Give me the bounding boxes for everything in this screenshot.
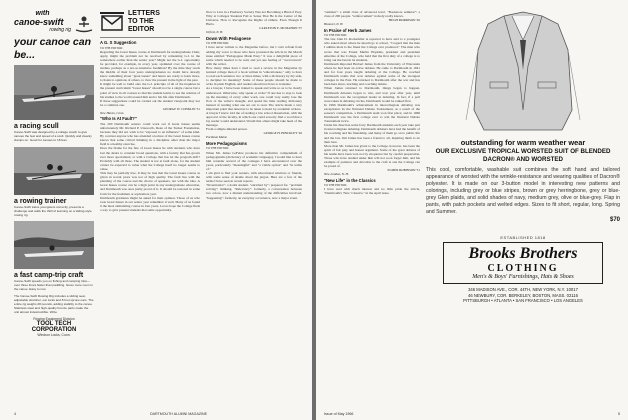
letter-col3a: Now to Live in a Predatory Society Was not Becoming a Bind of Prey. Why at Colleges Students Fail to Sense That He Is the Center of the Universe. How to Recognize the Rights of Others. Even Though It Hurts.: [206, 10, 302, 27]
to-editor-2: TO THE EDITOR:: [206, 41, 229, 46]
to-editor-3: TO THE EDITOR:: [206, 146, 229, 151]
letter-p20: Under his direction some forty Dartmouth students each year take part in intercollegiate debating. Dartmouth debaters have had the benefit of his coaching and his friendship, and many of them go on to public life and the law. Jim James has been a friend to all, inspiring them to do their best.: [324, 123, 420, 144]
canoe-ad-header: [14, 10, 94, 33]
heading-new-life: "New Life" in the Classics: [324, 177, 376, 183]
letter-p13: When Mr. James LeFebre produces his definitive compendium of pedagoguisms (dictionary of academic language), I would like to have him consider several of the coinages I have encountered over the years, particularly "meaningful" and "a viable option" and "in terms of.": [206, 150, 302, 171]
canoe-ad-brand: canoe-swift: [14, 17, 64, 27]
canoe-ad-details: The Canoe-Swift Rowing Rig includes a sliding seat, adjustable stretcher, oar locks and 8 foot spruce oars. The entire rig weighs 28 pounds, adding stability to the canoe. Stainless steel and high-quality bronze parts make the unit almost indestructible. Write: [14, 294, 94, 314]
right-page-number: 5: [618, 412, 620, 416]
brand-clothing: CLOTHING: [487, 263, 559, 274]
letter-p22: I have read with much interest and no little pride the article, "Dartmouth's 'New' Classics," in the April issue.: [324, 187, 420, 196]
canoe-ad-dept: Rowing Equipment Division: [33, 316, 75, 321]
camp-trip-text: Canoe-Swift speeds you on fishing and camping trips—over three times faster than paddling. Gives more room in the canoe. Easy to row.: [14, 279, 93, 292]
letter-p4: The 200 Dartmouth seniors could work out if Great Issues seems unfortunately Mr. Richard P. Unsworth, Dean of the Tucker Foundation, because they did not wish to be "exposed to an influence" of some kind. By contrast anyone who has attended a lecture of the Great Issues course knows that some critical thinking in a discipline other than his major field is a healthy exercise.: [100, 121, 200, 147]
letters-column-3: [324, 10, 420, 405]
letter-col1-top: "seminar": a small class of advanced level. "Bookstore seminar": a class of 200 people. "reinforcement" nobody really knows.: [324, 10, 420, 19]
letter-p17: Dartmouth imported Herbert James from the University of Wisconsin where he had been an active debater. He came to Dartmouth in 1941 and for four years taught debating at the College. He coached Dartmouth teams that won debates against some of the strongest colleges in the East. He returned to Dartmouth after the war and has been here since, teaching and coaching debate.: [324, 61, 420, 87]
racing-scull-text: Canoe-Swift was designed by a college coach to give canoes the feel and speed of a scull. Quickly and cleanly clamps on. Good for canoes to 18 feet.: [14, 130, 92, 142]
letter-p1: Regarding the Great Issues course at Dartmouth for undergraduate Chair, apply, might the problem not be resolved by reinstating G.I. in the somewhere earlier than the senior year? Might not the G.I. opportunity be provided, for example, in every year, sprinkled over the course of studies, perhaps as a not-so-intensive freshman? By the time they reach the middle of their four years undergraduates no doubt have already know something about "great issues" and hence are ready to learn more, to listen to opinions of others, to view the present in the light of the past.: [100, 49, 200, 83]
to-editor-5: TO THE EDITOR:: [324, 183, 347, 188]
racing-scull-title: a racing scull: [14, 123, 59, 130]
letters-column-1: [100, 10, 200, 405]
letter-p3: If these suggestions could be carried out the student viewpoint may not be a common one.: [100, 98, 200, 107]
established-label: ESTABLISHED 1818: [500, 235, 546, 240]
city-1: New Haven, Conn.: [100, 110, 125, 115]
signature-2: CARLETON E. MCMAHON '37: [259, 26, 302, 31]
letter-p6: This may be partially true. It may be true that the Great Issues course as given in recent years was not of high quality. The fault lies with the planning of the course and the choice of speakers, not with the idea. A Great Issues course can be a high point in any undergraduate education, and Dartmouth was once justly proud of it. It should be restored in some form for the freshman or sophomore year.: [100, 171, 200, 196]
racing-scull-photo: [14, 65, 94, 120]
letter-p7: Dartmouth graduates might be asked for their opinion. Those of us who took Great Issues in our senior year remember it well. Many of us found it the most stimulating course in four years. Let us hope the College finds a way to give present students that same opportunity.: [100, 195, 200, 212]
letters-column-2: [206, 10, 302, 405]
brooks-brothers-ad: [426, 10, 620, 405]
letter-p21: More than Mr. James has given to the College, however, has been the spirit of fair play and honest argument. Some of the great debates of his teams have been won not by eloquence but by careful preparation. Those who have studied under him will not soon forget him, and his example of patience and devotion to the craft is one the College can be proud of.: [324, 143, 420, 169]
canoe-swift-ad: [14, 10, 94, 405]
brand-name: Brooks Brothers: [468, 245, 578, 262]
heading-down-with: Down With Pedagoese: [206, 35, 251, 41]
to-editor-1: TO THE EDITOR:: [100, 45, 123, 50]
signature-1: GEORGE W. CONKLIN '51: [163, 106, 200, 111]
heading-suggestion: A G. S Suggestion: [100, 40, 137, 45]
letter-p11: A lawyer I know told me of reading a law school dissertation, with the approval of the faculty, in which one could scarcely find a word that a lay reader would understand. Would that others might take heed of the message.: [206, 110, 302, 128]
heading-fault: "Who Is At Fault?": [100, 116, 137, 122]
address-line-2: 46 NEWBURY, COR. BERKELEY, BOSTON, MASS. 02116: [468, 292, 578, 298]
letter-p9: How many times have I tried to read a review in the Magazine by learned college men of a book written in "educationese," only to have to read each sentence two or three times, with a dictionary by my side, to decipher its meaning? Some of these people should be made to write in plain English, and readers should not have to translate.: [206, 65, 302, 87]
letter-p14: I am glad to find your readers, with educational relatives or friends, with some sense of shame about the jargon. Here are a few of the terms I have seen in recent reports.: [206, 171, 302, 184]
left-page-number: 4: [14, 412, 16, 416]
ad-body: This cool, comfortable, washable suit combines the soft hand and tailored appearance of worsted with the wrinkle-resistance and wearing qualities of Dacron® polyester. It is made on our 3-button model in interesting new patterns and colorings, including grey or blue stripes, brown or grey herringbone, grey or blue-grey Glen plaids, and solid shades of navy, medium grey, olive or blue-grey. Flap in pants, with patch pockets and welted edges. Sizes to fit short, regular, long. Spring and Summer.: [426, 167, 620, 215]
rowing-trainer-title: a rowing trainer: [14, 197, 67, 205]
to-editor-4: TO THE EDITOR:: [324, 33, 347, 38]
letter-p10: As a lawyer, I have been trained to speak and write so as to be clearly understood. Otherwise, why speak or write? If one has to stop to look up the meaning of every other word, one could very easily lose the flow of the writer's thought, and spend the time reading dictionary instead of reading what one set out to read. The article made a very important point that deserves to be taken to heart by academic writers.: [206, 86, 302, 111]
letter-p5: Does the blame for the fate of Great Issues lie with students who have lost the desire to consider broad questions, with a faculty that has grown ever more specialized, or with a College that has let the program drift? Probably with all three. The student is not at fault alone, for the student cannot be expected to value what the College itself no longer seems to value.: [100, 146, 200, 171]
mailbox-icon: [100, 10, 124, 34]
letter-p15: "Inventionist": a doubt student. "enriched by": prepared for. "problem solving": thinking. "Relevancy": formerly, a conversation between two actors, now a mutual understanding of the difficulties involved. "happening": formerly, an everyday occurrence, now a major event.: [206, 183, 302, 200]
heading-more: More Pedagoguisms: [206, 140, 247, 146]
letter-p12: From a simple-minded person.: [206, 127, 248, 132]
city-4: Hanover, N. H.: [324, 22, 344, 27]
letter-p8: I have never written to the Magazine before, but I can't refrain from adding my voice to those who have protested the article in the March issue entitled "Pedagogese Made Easy." It was a delightful piece of satire which needed to be said, and yet one feeling of "overconcern" with the writer.: [206, 45, 302, 66]
letter-p16: The late John D. Rockefeller is reported to have said to a youngster who asked about where he should go to school, "I regard that the man I admire most is the finest the College ever produced." The man who wrote that was Ernest Martin Hopkins, president and president emeritus of the College, who held that the first duty of a college is to bring out the best in its students.: [324, 37, 420, 62]
letters-header: [100, 10, 200, 34]
canoe-ad-headline: your canoe can be...: [14, 36, 92, 61]
suit-illustration: [426, 10, 620, 138]
canoe-ad-company: TOOL TECH CORPORATION: [31, 320, 77, 333]
brooks-logo-frame: [443, 242, 603, 284]
left-page-footer: DARTMOUTH ALUMNI MAGAZINE: [150, 412, 208, 416]
letters-title: LETTERS TO THE EDITOR: [128, 10, 160, 33]
signature-5: ELMER ROBINSON '51: [387, 168, 420, 173]
right-page: [316, 0, 628, 420]
camp-trip-photo: [14, 221, 94, 269]
camp-trip-title: a fast camp-trip craft: [14, 272, 84, 280]
ad-price: $70: [609, 217, 620, 223]
canoe-ad-with: with: [35, 10, 50, 17]
left-page: [0, 0, 312, 420]
signature-4: HUGH MORRISON '26: [388, 18, 420, 23]
city-5: New London, N. H.: [324, 172, 349, 177]
rowing-trainer-photo: [14, 147, 94, 195]
heading-praise: In Praise of Herb James: [324, 27, 372, 33]
right-page-footer: Issue of May 1966: [324, 412, 354, 416]
signature-3: GEORGE H. HINCKLEY '26: [263, 131, 302, 136]
letter-p19: In 1966 Dartmouth's achievement in intercollegiate debating was exceptional. In the National Debate Tournament, as a result of the season's competition, a Dartmouth team won first place; and in 1966 Dartmouth was the first college ever to win the National Debate Tournament twice.: [324, 102, 420, 124]
suit-icon: [426, 10, 620, 138]
rowing-trainer-text: Canoe-Swift trains youngsters correctly, presents a challenge and adds the thrill of learning on a sliding-style rowing rig.: [14, 204, 92, 217]
brand-furnishings: Men's & Boys' Furnishings, Hats & Shoes: [472, 274, 574, 280]
city-3: Portland, Maine: [206, 135, 228, 140]
rower-logo-icon: [74, 15, 94, 33]
letter-p18: When James returned to Dartmouth, things began to happen. Dartmouth debaters began to win, and won year after year, until Dartmouth was the recognized leader in debating. In fact, if a poll were taken in debating circles, Dartmouth would be ranked first.: [324, 86, 420, 103]
city-2: Orford, N. H.: [206, 30, 224, 35]
ad-headline: OUR EXCLUSIVE TROPICAL WORSTED SUIT OF BLENDED DACRON® AND WORSTED: [435, 148, 611, 163]
canoe-ad-address: Windsor Locks, Conn.: [37, 332, 71, 337]
address-line-1: 346 MADISON AVE., COR. 44TH, NEW YORK, N.Y. 10017: [468, 287, 578, 292]
letters-rule: [100, 37, 200, 38]
address-line-3: PITTSBURGH • ATLANTA • SAN FRANCISCO • LOS ANGELES: [463, 298, 583, 304]
canoe-ad-tag: rowing rig: [49, 27, 71, 33]
brooks-logo-block: [426, 235, 620, 304]
ad-tagline: outstanding for warm weather wear: [460, 138, 586, 147]
letter-p2: It might be well to build onto the G.I. principle of all of the inquiries in the present curriculum "Great Issues" should not be a single course but a point of view in all courses so that the student learns to see the relation of his studies to the world around him and to his life after Dartmouth.: [100, 82, 200, 99]
